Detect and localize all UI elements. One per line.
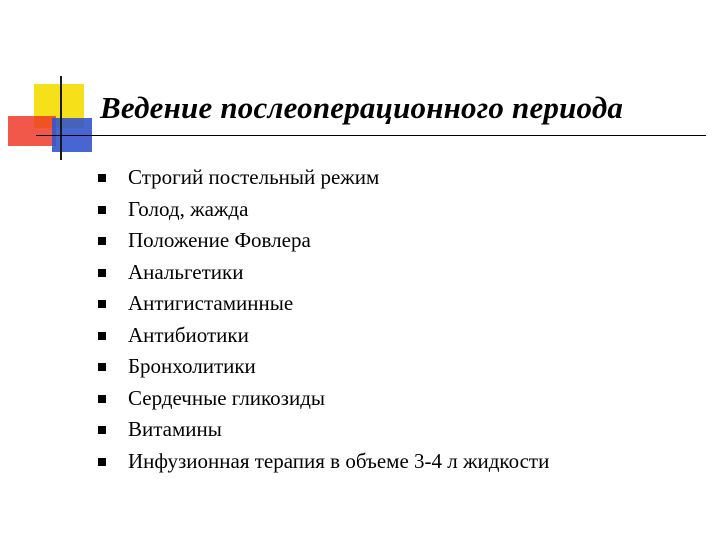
list-item-text: Анальгетики — [128, 259, 244, 284]
square-bullet-icon — [98, 363, 106, 371]
list-item-text: Антибиотики — [128, 322, 249, 347]
list-item-text: Бронхолитики — [128, 354, 256, 378]
list-item — [98, 414, 549, 446]
list-item — [98, 257, 549, 289]
square-bullet-icon — [98, 458, 106, 466]
bullet-list — [98, 162, 549, 477]
vertical-rule — [60, 76, 62, 160]
title-decoration — [0, 0, 110, 170]
list-item — [98, 194, 549, 226]
list-item — [98, 383, 549, 415]
square-bullet-icon — [98, 300, 106, 308]
list-item-text: Строгий постельный режим — [128, 165, 380, 189]
list-item-text: Витамины — [128, 417, 222, 441]
title-underline — [36, 135, 706, 136]
list-item — [98, 446, 549, 478]
square-bullet-icon — [98, 269, 106, 277]
list-item — [98, 225, 549, 257]
list-item — [98, 162, 549, 194]
list-item — [98, 351, 549, 383]
list-item-text: Положение Фовлера — [128, 228, 311, 252]
list-item-text: Антигистаминные — [128, 291, 294, 315]
list-item-text: Инфузионная терапия в объеме 3-4 л жидкости — [128, 448, 550, 473]
red-square — [8, 116, 56, 146]
square-bullet-icon — [98, 395, 106, 403]
list-item-text: Сердечные гликозиды — [128, 385, 325, 410]
square-bullet-icon — [98, 174, 106, 182]
square-bullet-icon — [98, 332, 106, 340]
list-item-text: Голод, жажда — [128, 196, 249, 221]
list-item — [98, 320, 549, 352]
square-bullet-icon — [98, 206, 106, 214]
square-bullet-icon — [98, 237, 106, 245]
square-bullet-icon — [98, 426, 106, 434]
slide-title: Ведение послеоперационного периода — [100, 90, 624, 125]
list-item — [98, 288, 549, 320]
